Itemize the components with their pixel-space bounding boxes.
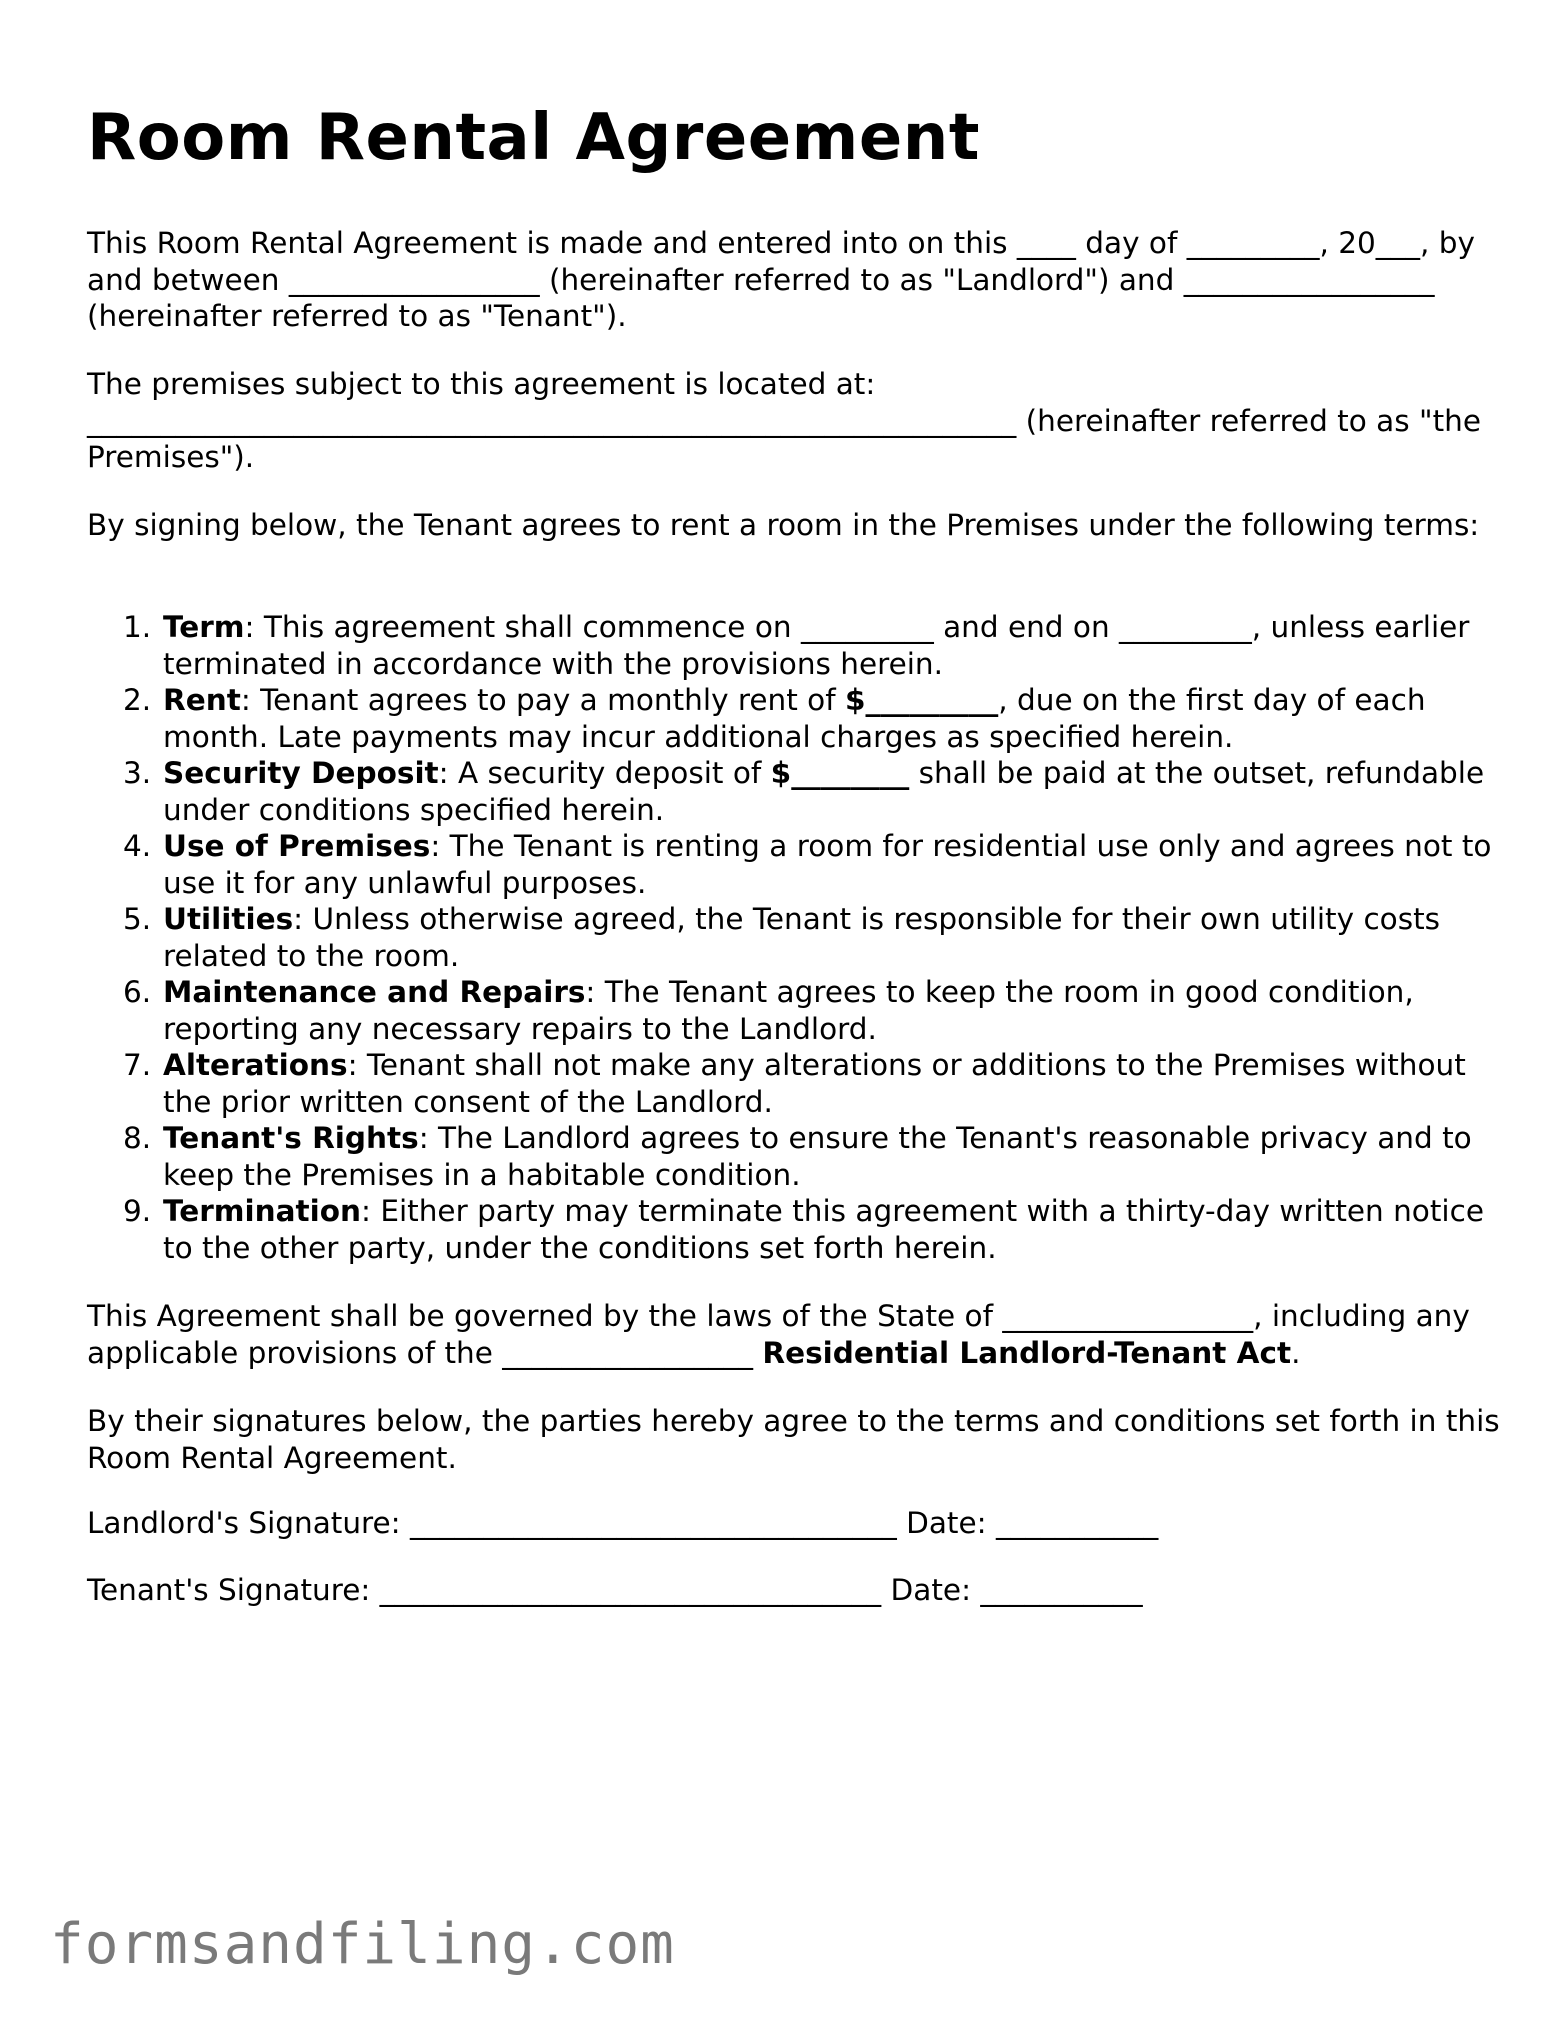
governing-law-end: . [1291, 1335, 1301, 1370]
term-number: 1. [123, 610, 152, 644]
term-item-tenants-rights [87, 1120, 1507, 1193]
term-heading: Term [163, 610, 245, 644]
term-text: : A security deposit of [438, 756, 771, 790]
term-heading: Rent [163, 683, 241, 717]
term-text: : This agreement shall commence on _________ and end on _________, unless earlier terminated in accordance with the provisions herein. [163, 610, 1470, 681]
term-text: : The Landlord agrees to ensure the Tenant's reasonable privacy and to keep the Premises in a habitable condition. [163, 1121, 1472, 1192]
site-watermark: formsandfiling.com [50, 1912, 675, 1977]
term-item-security-deposit [87, 755, 1507, 828]
term-heading: Alterations [163, 1048, 348, 1082]
term-text: shall be paid at the outset, refundable under conditions specified herein. [163, 756, 1485, 827]
premises-paragraph: The premises subject to this agreement is located at: _______________________________________________________________ (hereinafter referred to as "the Premises"). [87, 367, 1481, 474]
act-name: Residential Landlord-Tenant Act [762, 1335, 1292, 1370]
term-number: 3. [123, 756, 152, 790]
term-item-term [87, 609, 1507, 682]
term-item-termination [87, 1193, 1507, 1266]
landlord-signature-line: Landlord's Signature: _________________________________ Date: ___________ [87, 1506, 1159, 1540]
intro-paragraph: This Room Rental Agreement is made and entered into on this ____ day of _________, 20___, by and between _________________ (hereinafter referred to as "Landlord") and _________________ (hereinafter referred to as "Tenant"). [87, 226, 1475, 333]
term-text: , due on the first day of each month. Late payments may incur additional charges as specified herein. [163, 683, 1426, 754]
term-number: 9. [123, 1194, 152, 1228]
term-heading: Utilities [163, 902, 294, 936]
term-text: : Unless otherwise agreed, the Tenant is responsible for their own utility costs related to the room. [163, 902, 1441, 973]
term-text: : Either party may terminate this agreement with a thirty-day written notice to the other party, under the conditions set forth herein. [163, 1194, 1484, 1265]
governing-law-paragraph [87, 1298, 1507, 1371]
term-text: : The Tenant is renting a room for residential use only and agrees not to use it for any unlawful purposes. [163, 829, 1492, 900]
term-text: : The Tenant agrees to keep the room in good condition, reporting any necessary repairs to the Landlord. [163, 975, 1414, 1046]
term-heading: Use of Premises [163, 829, 431, 863]
term-number: 4. [123, 829, 152, 863]
term-text: : Tenant agrees to pay a monthly rent of [240, 683, 845, 717]
term-text: : Tenant shall not make any alterations or additions to the Premises without the prior written consent of the Landlord. [163, 1048, 1466, 1119]
terms-list [87, 609, 1507, 1266]
term-item-rent [87, 682, 1507, 755]
term-number: 6. [123, 975, 152, 1009]
term-number: 7. [123, 1048, 152, 1082]
document-title: Room Rental Agreement [87, 101, 980, 175]
term-heading: Termination [163, 1194, 362, 1228]
term-heading: Security Deposit [163, 756, 439, 790]
term-number: 2. [123, 683, 152, 717]
term-heading: Maintenance and Repairs [163, 975, 586, 1009]
governing-law-text: This Agreement shall be governed by the laws of the State of _________________, including any applicable provisions of the _________________ [87, 1299, 1470, 1370]
term-heading: Tenant's Rights [163, 1121, 419, 1155]
deposit-amount-blank: $________ [770, 756, 910, 790]
rent-amount-blank: $_________ [845, 683, 999, 717]
term-number: 8. [123, 1121, 152, 1155]
term-item-use-of-premises [87, 828, 1507, 901]
closing-paragraph: By their signatures below, the parties hereby agree to the terms and conditions set forth in this Room Rental Agreement. [87, 1404, 1500, 1475]
term-number: 5. [123, 902, 152, 936]
term-item-maintenance [87, 974, 1507, 1047]
term-item-utilities [87, 901, 1507, 974]
term-item-alterations [87, 1047, 1507, 1120]
tenant-signature-line: Tenant's Signature: __________________________________ Date: ___________ [87, 1573, 1143, 1607]
terms-intro-paragraph: By signing below, the Tenant agrees to rent a room in the Premises under the following terms: [87, 508, 1480, 542]
